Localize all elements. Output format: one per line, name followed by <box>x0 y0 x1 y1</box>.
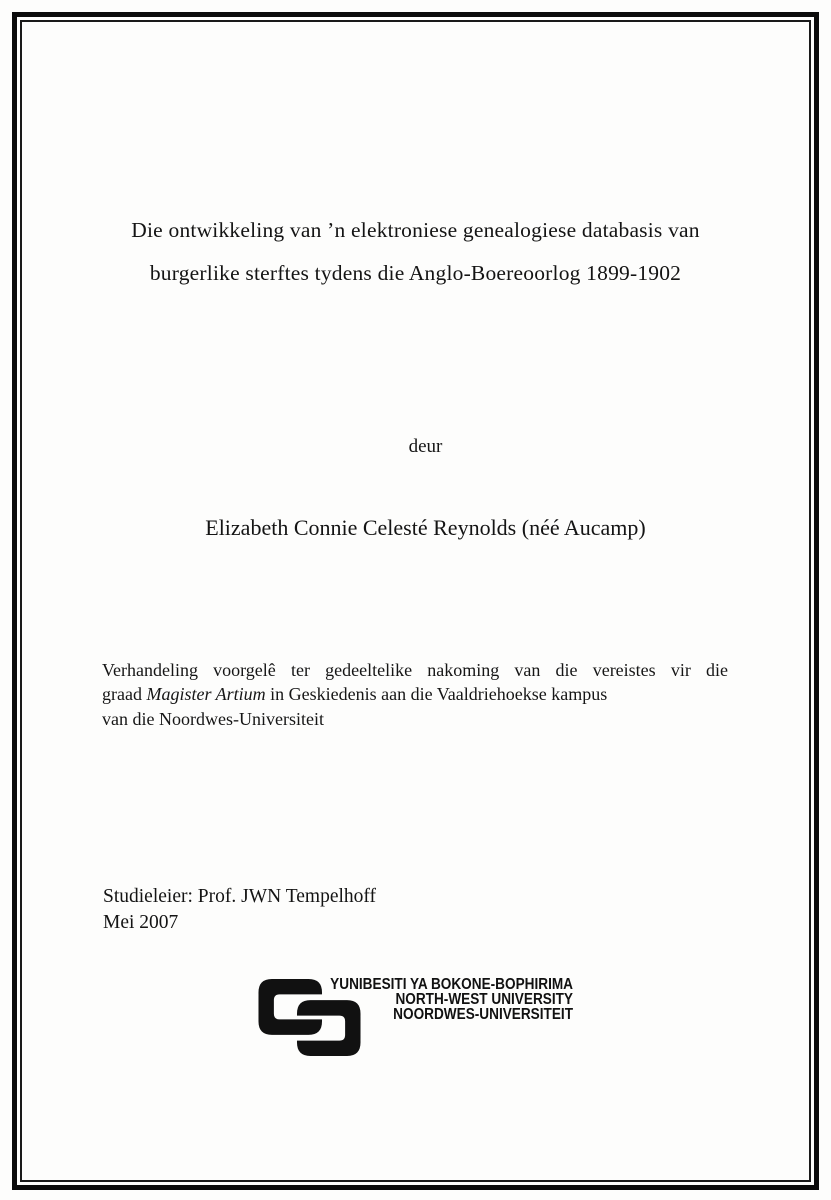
submission-line2-suffix: in Geskiedenis aan die Vaaldriehoekse kampus <box>265 684 608 705</box>
thesis-title-line1: Die ontwikkeling van ’n elektroniese genealogiese databasis van <box>131 218 700 242</box>
submission-line2-prefix: graad <box>102 684 147 705</box>
submission-line2 <box>102 682 728 706</box>
logo-text-line3: NOORDWES-UNIVERSITEIT <box>393 1006 573 1024</box>
degree-name: Magister Artium <box>146 684 266 705</box>
byline-deur: deur <box>408 436 443 457</box>
date-line: Mei 2007 <box>103 911 179 933</box>
author-name: Elizabeth Connie Celesté Reynolds (néé Aucamp) <box>205 515 646 540</box>
university-logo-text <box>318 977 573 1023</box>
submission-line3: van die Noordwes-Universiteit <box>102 708 324 729</box>
logo-text-line1: YUNIBESITI YA BOKONE-BOPHIRIMA <box>330 976 573 993</box>
university-logo <box>257 977 587 1059</box>
submission-line1: Verhandeling voorgelê ter gedeeltelike nakoming van die vereistes vir die <box>102 660 728 680</box>
thesis-title-line2: burgerlike sterftes tydens die Anglo-Boereoorlog 1899-1902 <box>149 260 682 285</box>
supervisor-line: Studieleier: Prof. JWN Tempelhoff <box>103 886 377 907</box>
submission-statement <box>102 658 728 731</box>
supervisor-block <box>103 884 376 935</box>
thesis-title <box>40 209 791 294</box>
logo-text-line2: NORTH-WEST UNIVERSITY <box>395 991 573 1009</box>
